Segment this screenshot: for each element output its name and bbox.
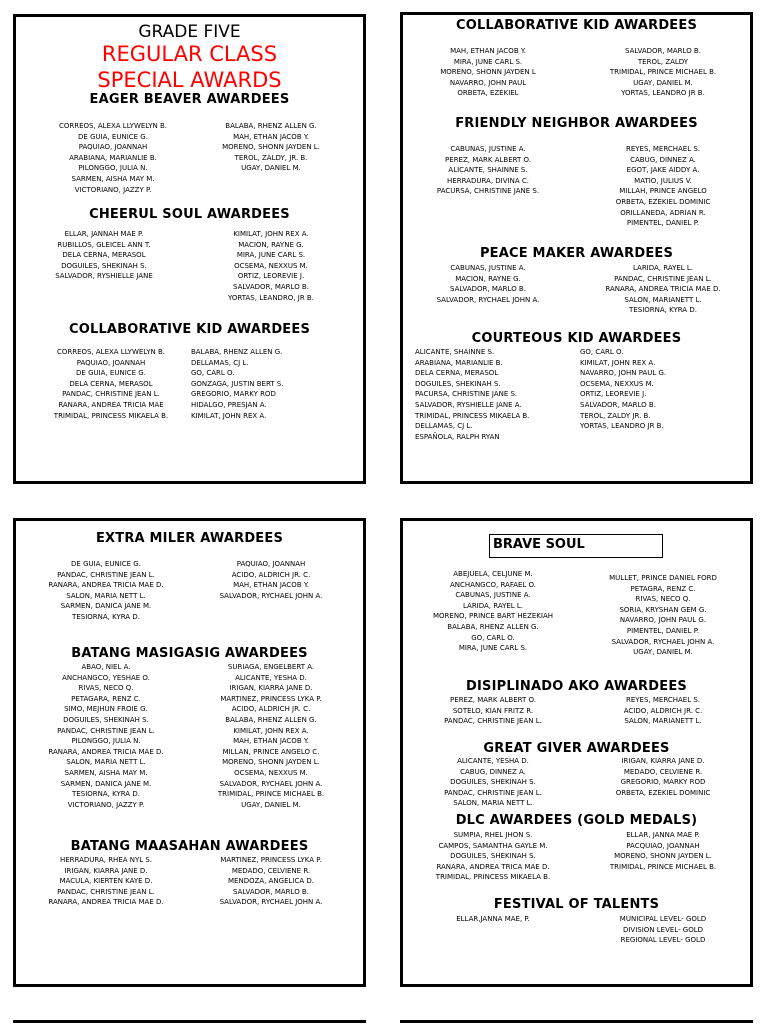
page-4 [400, 518, 753, 987]
list-item: MIRA, JUNE CARL S. [458, 644, 528, 653]
list-item: ORBETA, EZEKIEL [457, 89, 519, 98]
name-list-right [191, 121, 351, 174]
list-item: UGAY, DANIEL M. [241, 800, 301, 809]
list-item: CABUNAS, JUSTINE A. [450, 264, 526, 272]
list-item: DOGUILES, SHEKINAH S. [415, 379, 501, 388]
list-item: OCSEMA, NEXXUS M. [234, 261, 308, 270]
list-item: MORENO, SHONN JAYDEN L. [222, 758, 320, 767]
list-item: HERRADURA, RHEA NYL S. [59, 856, 153, 864]
list-item: MAH, ETHAN JACOB Y. [233, 581, 309, 590]
list-item: ACIDO, ALDRICH JR. C. [231, 705, 311, 714]
list-item: RANARA, ANDREA TRICIA MAE D. [48, 581, 164, 590]
list-item: MILLAN, PRINCE ANGELO C. [222, 747, 320, 756]
name-list-left [413, 46, 563, 99]
name-list-left [415, 347, 575, 442]
list-item: MEDADO, CELVIENE R. [231, 866, 311, 875]
next-page-edge-left [13, 1020, 366, 1023]
list-item: MAH, ETHAN JACOB Y. [450, 47, 526, 55]
name-list-right [583, 914, 743, 946]
list-item: PANDAC, CHRISTINE JEAN L. [62, 390, 160, 399]
regular-class-title: REGULAR CLASS [101, 42, 278, 66]
list-item: KIMILAT, JOHN REX A. [191, 411, 267, 420]
list-item: SALON, MARIANETT L. [624, 295, 702, 304]
list-item: REGIONAL LEVEL- GOLD [620, 936, 706, 945]
list-item: RIVAS, NECO Q. [78, 684, 134, 693]
list-item: YORTAS, LEANDRO, JR B. [228, 293, 314, 302]
list-item: MORENO, SHONN JAYDEN L. [614, 852, 712, 861]
section-title: BATANG MAASAHAN AWARDEES [70, 839, 309, 854]
list-item: MEDADO, CELVIENE R. [623, 767, 703, 776]
list-item: MAH, ETHAN JACOB Y. [233, 737, 309, 746]
name-list-right [191, 559, 351, 601]
list-item: MULLET, PRINCE DANIEL FORD [609, 574, 717, 582]
list-item: OCSEMA, NEXXUS M. [234, 768, 308, 777]
list-item: GO, CARL O. [471, 633, 515, 642]
list-item: DELA CERNA, MERASOL [69, 379, 153, 388]
list-item: SALVADOR, MARLO B. [450, 285, 526, 294]
name-list-right [583, 46, 743, 99]
list-item: KIMILAT, JOHN REX A. [580, 358, 656, 367]
list-item: ANCHANGCO, YESHAE O. [62, 673, 150, 682]
name-list-left [413, 695, 573, 727]
list-item: DOGUILES, SHEKINAH S. [61, 261, 147, 270]
list-item: REYES, MERCHAEL S. [625, 696, 700, 704]
list-item: MORENO, SHONN JAYDEN L. [222, 143, 320, 152]
name-list-right [191, 347, 351, 421]
list-item: PACQUIAO, JOANNAH [626, 841, 700, 850]
list-item: MORENO, SHONN JAYDEN L [440, 68, 536, 77]
name-list-left [413, 144, 563, 197]
list-item: SALVADOR, MARLO B. [233, 887, 309, 896]
list-item: PACURSA, CHRISTINE JANE S. [436, 187, 540, 196]
name-list-left [24, 229, 184, 282]
list-item: TESIORNA, KYRA D. [72, 612, 140, 621]
name-list-left [413, 914, 573, 925]
section-title: PEACE MAKER AWARDEES [479, 246, 674, 261]
name-list-right [583, 573, 743, 658]
list-item: DIVISION LEVEL- GOLD [622, 925, 704, 934]
name-list-left [413, 756, 573, 809]
list-item: RANARA, ANDREA TRICA MAE D. [436, 862, 550, 871]
list-item: REYES, MERCHAEL S. [625, 145, 700, 153]
list-item: RANARA, ANDREA TRICIA MAE D. [48, 898, 164, 907]
list-item: PILONGGO, JULIA N. [78, 164, 148, 173]
list-item: ARABIANA, MARIANLIE B. [415, 358, 503, 367]
list-item: PIMENTEL, DANIEL P. [626, 626, 700, 635]
list-item: MIRA, JUNE CARL S. [236, 251, 306, 260]
list-item: IRIGAN, KIARRA JANE D. [229, 684, 313, 693]
list-item: BALABA, RHENZ ALLEN G. [225, 715, 317, 724]
list-item: MARTINEZ, PRINCESS LYKA P. [220, 856, 322, 864]
list-item: SURIAGA, ENGELBERT A. [227, 663, 315, 671]
list-item: ACIDO, ALDRICH JR. C. [623, 706, 703, 715]
page-3 [13, 518, 366, 987]
list-item: ORBETA, EZEKIEL DOMINIC [615, 197, 711, 206]
list-item: SARMEN, AISHA MAY M. [64, 768, 148, 777]
list-item: ORILLANEDA, ADRIAN R. [620, 208, 706, 217]
list-item: NAVARRO, JOHN PAUL G. [580, 369, 667, 378]
name-list-left [413, 830, 573, 883]
list-item: SALON, MARIANETT L. [624, 717, 702, 726]
list-item: GONZAGA, JUSTIN BERT S. [191, 379, 284, 388]
section-title: EXTRA MILER AWARDEES [95, 531, 284, 546]
list-item: UGAY, DANIEL M. [241, 164, 301, 173]
special-awards-title: SPECIAL AWARDS [97, 68, 282, 92]
list-item: SOTELO, KIAN FRITZ R. [452, 706, 534, 715]
list-item: SALON, MARIA NETT L. [66, 758, 146, 767]
list-item: MARTINEZ, PRINCESS LYKA P. [220, 694, 322, 703]
list-item: KIMILAT, JOHN REX A. [233, 230, 309, 238]
list-item: UGAY, DANIEL M. [633, 648, 693, 657]
list-item: PETAGARA, RENZ C. [71, 694, 141, 703]
list-item: RIVAS, NECO Q. [635, 595, 691, 604]
list-item: SALVADOR, RYCHAEL JOHN A. [219, 591, 323, 600]
section-title: DISIPLINADO AKO AWARDEES [466, 679, 687, 694]
list-item: DE GUIA, EUNICE G. [71, 560, 141, 568]
list-item: PEREZ, MARK ALBERT O. [445, 155, 531, 164]
name-list-right [583, 263, 743, 316]
list-item: SALVADOR, RYCHAEL JOHN A. [219, 779, 323, 788]
list-item: PEREZ, MARK ALBERT O. [450, 696, 536, 704]
section-title: BRAVE SOUL [493, 537, 585, 552]
list-item: SARMEN, DANICA JANE M. [60, 602, 152, 611]
name-list-right [583, 756, 743, 798]
list-item: TRIMIDAL, PRINCESS MIKAELA B. [53, 411, 169, 420]
list-item: ALICANTE, YESHA D. [235, 673, 307, 682]
list-item: PAQUIAO, JOANNAH [78, 143, 148, 152]
list-item: OCSEMA, NEXXUS M. [580, 379, 654, 388]
name-list-left [36, 347, 186, 421]
list-item: TRIMIDAL, PRINCESS MIKAELA B. [435, 873, 551, 882]
page-1 [13, 14, 366, 484]
name-list-left [26, 662, 186, 810]
section-title: FRIENDLY NEIGHBOR AWARDEES [455, 116, 698, 131]
list-item: PANDAC, CHRISTINE JEAN L. [57, 726, 155, 735]
list-item: TRIMIDAL, PRINCE MICHAEL B. [609, 68, 717, 77]
list-item: ORTIZ, LEOREVIE J. [580, 390, 647, 399]
list-item: ANCHANGCO, RAFAEL O. [449, 580, 536, 589]
list-item: MUNICIPAL LEVEL- GOLD [619, 915, 707, 923]
list-item: TESIORNA, KYRA D. [72, 790, 140, 799]
list-item: GO, CARL O. [580, 348, 624, 356]
list-item: NAVARRO, JOHN PAUL [449, 78, 527, 87]
list-item: PAQUIAO, JOANNAH [76, 358, 146, 367]
list-item: CABUNAS, JUSTINE A. [455, 591, 531, 600]
section-title: COLLABORATIVE KID AWARDEES [68, 322, 311, 337]
list-item: CABUG, DINNEZ A. [630, 155, 696, 164]
list-item: SALVADOR, RYCHAEL JOHN A. [611, 637, 715, 646]
list-item: DE GUIA, EUNICE G. [78, 132, 148, 141]
list-item: MIRA, JUNE CARL S. [453, 57, 523, 66]
list-item: MORENO, PRINCE BART HEZEKIAH [432, 612, 553, 621]
list-item: YORTAS, LEANDRO JR B. [621, 89, 705, 98]
list-item: DE GUIA, EUNICE G. [76, 369, 146, 378]
list-item: LARIDA, RAYEL L. [462, 601, 524, 610]
section-title: FESTIVAL OF TALENTS [493, 897, 660, 912]
list-item: MACULA, KIERTEN KAYE D. [59, 877, 153, 886]
list-item: TEROL, ZALDY JR. B. [580, 411, 651, 420]
name-list-right [191, 229, 351, 303]
list-item: RANARA, ANDREA TRICIA MAE [58, 400, 164, 409]
list-item: DOGUILES, SHEKINAH S. [63, 715, 149, 724]
list-item: PANDAC, CHRISTINE JEAN L. [57, 887, 155, 896]
list-item: MACION, RAYNE G. [455, 274, 521, 283]
name-list-right [191, 662, 351, 810]
list-item: DELA CERNA, MERASOL [415, 369, 499, 378]
list-item: BALABA, RHENZ ALLEN G. [447, 622, 539, 631]
list-item: SALVADOR, MARLO B. [233, 282, 309, 291]
list-item: SALVADOR, MARLO B. [625, 47, 701, 55]
list-item: ORBETA, EZEKIEL DOMINIC [615, 788, 711, 797]
list-item: RANARA, ANDREA TRICIA MAE D. [605, 285, 721, 294]
name-list-right [583, 695, 743, 727]
list-item: ELLAR, JANNAH MAE P. [64, 230, 144, 238]
next-page-edge-right [400, 1020, 753, 1023]
list-item: NAVARRO, JOHN PAUL G. [619, 616, 707, 625]
list-item: MACION, RAYNE G. [238, 240, 304, 249]
list-item: VICTORIANO, JAZZY P. [67, 800, 145, 809]
page-2 [400, 12, 753, 484]
list-item: PILONGGO, JULIA N. [71, 737, 141, 746]
list-item: CORREOS, ALEXA LLYWELYN B. [58, 122, 168, 130]
list-item: PIMENTEL, DANIEL P. [626, 219, 700, 228]
list-item: SALON, MARIA NETT L. [66, 591, 146, 600]
section-title: EAGER BEAVER AWARDEES [89, 92, 290, 107]
section-title: DLC AWARDEES (GOLD MEDALS) [455, 813, 698, 828]
list-item: PETAGRA, RENZ C. [630, 584, 696, 593]
section-title: CHEERUL SOUL AWARDEES [89, 207, 290, 222]
list-item: MAH, ETHAN JACOB Y. [233, 132, 309, 141]
name-list-right [191, 855, 351, 908]
list-item: HIDALGO, PRESJAN A. [191, 400, 267, 409]
list-item: PAQUIAO, JOANNAH [236, 560, 306, 568]
list-item: CABUNAS, JUSTINE A. [450, 145, 526, 153]
list-item: ELLAR,JANNA MAE, P. [456, 915, 530, 923]
list-item: GO, CARL O. [191, 369, 235, 378]
list-item: CAMPOS, SAMANTHA GAYLE M. [438, 841, 548, 850]
list-item: VICTORIANO, JAZZY P. [74, 185, 152, 194]
list-item: MILLAH, PRINCE ANGELO [619, 187, 707, 196]
list-item: ALICANTE, SHAINNE S. [448, 166, 528, 175]
list-item: ABEJUELA, CELJUNE M. [453, 570, 533, 578]
list-item: PANDAC, CHRISTINE JEAN L. [444, 788, 542, 797]
section-title: GREAT GIVER AWARDEES [483, 741, 670, 756]
list-item: ACIDO, ALDRICH JR. C. [231, 570, 311, 579]
list-item: DELA CERNA, MERASOL [62, 251, 146, 260]
list-item: GREGORIO, MARKY ROD [620, 778, 706, 787]
list-item: SALON, MARIA NETT L. [453, 799, 533, 808]
list-item: SALVADOR, RYCHAEL JOHN A. [436, 295, 540, 304]
list-item: PANDAC, CHRISTINE JEAN L. [614, 274, 712, 283]
section-title: COURTEOUS KID AWARDEES [471, 331, 682, 346]
list-item: MENDOZA, ANGELICA D. [228, 877, 314, 886]
list-item: GREGORIO, MARKY ROD [191, 390, 276, 399]
list-item: HERRADURA, DIVINA C. [447, 176, 529, 185]
list-item: SARMEN, AISHA MAY M. [71, 174, 155, 183]
name-list-left [413, 569, 573, 654]
list-item: ELLAR, JANNA MAE P. [626, 831, 700, 839]
list-item: ALICANTE, YESHA D. [457, 757, 529, 765]
name-list-left [38, 121, 188, 195]
list-item: TESIORNA, KYRA D. [629, 306, 697, 315]
list-item: TRIMIDAL, PRINCESS MIKAELA B. [415, 411, 530, 420]
list-item: TEROL, ZALDY [637, 57, 689, 66]
list-item: CORREOS, ALEXA LLYWELYN B. [56, 348, 166, 356]
list-item: TRIMIDAL, PRINCE MICHAEL B. [217, 790, 325, 799]
name-list-right [580, 347, 740, 432]
list-item: DOGUILES, SHEKINAH S. [450, 852, 536, 861]
list-item: RANARA, ANDREA TRICIA MAE D. [48, 747, 164, 756]
list-item: ESPAÑOLA, RALPH RYAN [415, 432, 500, 441]
grade-title: GRADE FIVE [138, 22, 241, 42]
list-item: SALVADOR, RYSHIELLE JANE [55, 272, 153, 281]
list-item: PANDAC, CHRISTINE JEAN L. [444, 717, 542, 726]
list-item: SALVADOR, MARLO B. [580, 400, 656, 409]
list-item: DELLAMAS, CJ L. [191, 358, 249, 367]
list-item: TEROL, ZALDY, JR. B. [234, 153, 308, 162]
name-list-left [26, 855, 186, 908]
list-item: BALABA, RHENZ ALLEN G. [225, 122, 317, 130]
list-item: SUMPIA, RHEL JHON S. [453, 831, 533, 839]
list-item: YORTAS, LEANDRO JR B. [580, 422, 664, 431]
list-item: SARMEN, DANICA JANE M. [60, 779, 152, 788]
list-item: KIMILAT, JOHN REX A. [233, 726, 309, 735]
list-item: IRIGAN, KIARRA JANE D. [64, 866, 148, 875]
list-item: LARIDA, RAYEL L. [632, 264, 694, 272]
name-list-right [583, 144, 743, 229]
list-item: ALICANTE, SHAINNE S. [415, 348, 495, 356]
list-item: DELLAMAS, CJ L. [415, 422, 473, 431]
list-item: ABAO, NIEL A. [81, 663, 131, 671]
section-title: BATANG MASIGASIG AWARDEES [71, 646, 308, 661]
list-item: IRIGAN, KIARRA JANE D. [621, 757, 705, 765]
list-item: SORIA, KRYSHAN GEM G. [619, 605, 707, 614]
list-item: PACURSA, CHRISTINE JANE S. [415, 390, 518, 399]
list-item: SIMO, MEJHUN FROIE G. [64, 705, 148, 714]
list-item: UGAY, DANIEL M. [633, 78, 693, 87]
section-title: COLLABORATIVE KID AWARDEES [455, 18, 698, 33]
list-item: PANDAC, CHRISTINE JEAN L. [57, 570, 155, 579]
list-item: ARABIANA, MARIANLIE B. [69, 153, 157, 162]
list-item: SALVADOR, RYCHAEL JOHN A. [219, 898, 323, 907]
list-item: MATIO, JULIUS V. [634, 176, 692, 185]
name-list-right [583, 830, 743, 872]
list-item: ORTIZ, LEOREVIE J. [237, 272, 305, 281]
list-item: RUBILLOS, GLEICEL ANN T. [57, 240, 151, 249]
list-item: SALVADOR, RYSHIELLE JANE A. [415, 400, 522, 409]
list-item: TRIMIDAL, PRINCE MICHAEL B. [609, 862, 717, 871]
name-list-left [26, 559, 186, 623]
name-list-left [413, 263, 563, 305]
list-item: CABUG, DINNEZ A. [460, 767, 526, 776]
list-item: DOGUILES, SHEKINAH S. [450, 778, 536, 787]
list-item: EGOT, JAKE AIDDY A. [626, 166, 700, 175]
list-item: BALABA, RHENZ ALLEN G. [191, 348, 283, 356]
